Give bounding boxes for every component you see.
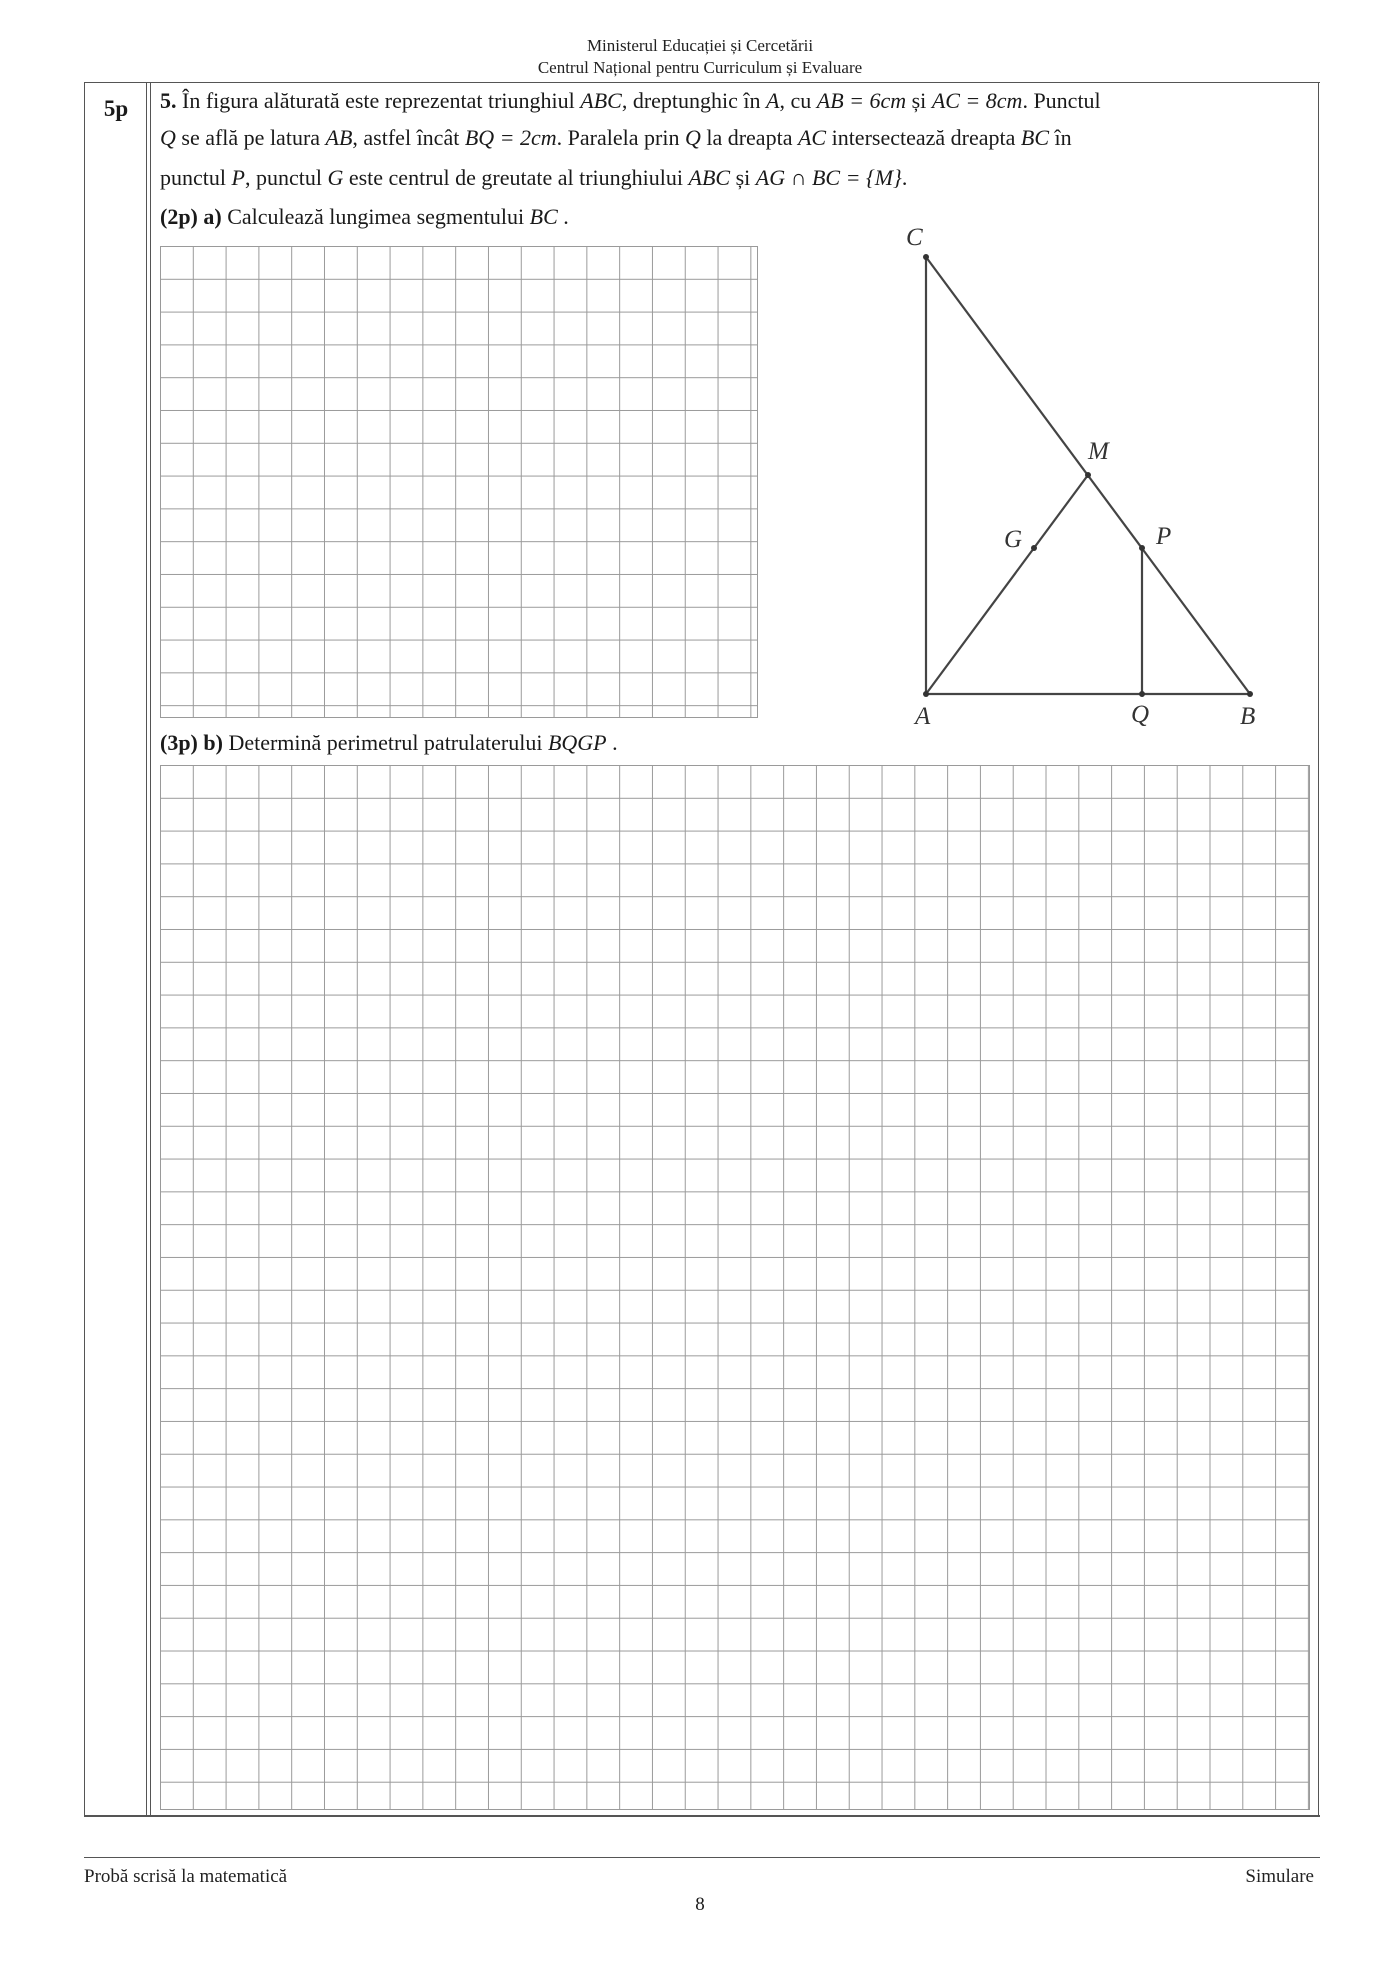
math: BC (1020, 125, 1050, 150)
label-G: G (1004, 526, 1023, 553)
points-label: 5p (103, 96, 129, 121)
text: , dreptunghic în (621, 88, 767, 113)
text: și (906, 88, 932, 113)
point-Q (1139, 691, 1145, 697)
problem-line-3 (160, 165, 1300, 191)
math: BQGP (547, 730, 607, 755)
text: . Punctul (1022, 88, 1101, 113)
label-B: B (1240, 703, 1256, 730)
math: AB = 6cm (816, 88, 907, 113)
part-a-points: (2p) (160, 204, 198, 229)
table-left-border (84, 82, 85, 1817)
triangle-figure (880, 215, 1280, 735)
table-bottom-border (84, 1815, 1320, 1817)
answer-grid-b[interactable] (160, 765, 1310, 1810)
math: AG ∩ BC = {M} (755, 165, 902, 190)
label-A: A (915, 703, 931, 730)
segment-AM (926, 475, 1088, 694)
text: În figura alăturată este reprezentat triunghiul (176, 88, 581, 113)
text: intersectează dreapta (826, 125, 1021, 150)
page-number: 8 (695, 1894, 705, 1915)
part-b-prompt (160, 730, 1300, 756)
table-column-divider-inner (150, 82, 151, 1817)
problem-line-1 (160, 88, 1300, 114)
text: , astfel încât (352, 125, 465, 150)
point-C (923, 254, 929, 260)
part-b-label: b) (203, 730, 223, 755)
text: , cu (779, 88, 817, 113)
text: se află pe latura (175, 125, 326, 150)
text: la dreapta (700, 125, 798, 150)
math: BQ = 2cm (464, 125, 557, 150)
math: Q (684, 125, 701, 150)
math: ABC (688, 165, 731, 190)
point-G (1031, 545, 1037, 551)
footer-exam-title: Probă scrisă la matematică (84, 1866, 288, 1887)
point-B (1247, 691, 1253, 697)
point-A (923, 691, 929, 697)
math: Q (160, 125, 176, 150)
table-right-border (1318, 82, 1319, 1817)
label-Q: Q (1131, 701, 1150, 728)
table-column-divider (146, 82, 147, 1817)
part-b-points: (3p) (160, 730, 198, 755)
text: Calculează lungimea segmentului (221, 204, 530, 229)
table-top-border (84, 82, 1320, 83)
problem-number: 5. (160, 88, 177, 113)
problem-line-2 (160, 125, 1300, 151)
footer-exam-type: Simulare (1245, 1866, 1314, 1887)
math: AB (325, 125, 353, 150)
header-center: Centrul Național pentru Curriculum și Evaluare (537, 58, 863, 77)
text: punctul (160, 165, 232, 190)
text: . (901, 165, 908, 190)
math: BC (529, 204, 558, 229)
text: . (606, 730, 618, 755)
label-P: P (1156, 523, 1172, 550)
label-C: C (906, 224, 923, 251)
label-M: M (1088, 438, 1109, 465)
answer-grid-a[interactable] (160, 246, 758, 718)
text: Determină perimetrul patrulaterului (222, 730, 548, 755)
part-a-label: a) (203, 204, 222, 229)
text: este centrul de greutate al triunghiului (343, 165, 689, 190)
point-P (1139, 545, 1145, 551)
math: ABC (580, 88, 622, 113)
math: P (231, 165, 245, 190)
text: . Paralela prin (556, 125, 685, 150)
point-M (1085, 472, 1091, 478)
footer-rule (84, 1857, 1320, 1858)
header-ministry: Ministerul Educației și Cercetării (586, 36, 814, 55)
text: în (1049, 125, 1072, 150)
math: AC (797, 125, 827, 150)
text: , punctul (244, 165, 328, 190)
text: și (730, 165, 756, 190)
math: A (766, 88, 780, 113)
text: . (557, 204, 569, 229)
math: G (327, 165, 344, 190)
math: AC = 8cm (931, 88, 1023, 113)
